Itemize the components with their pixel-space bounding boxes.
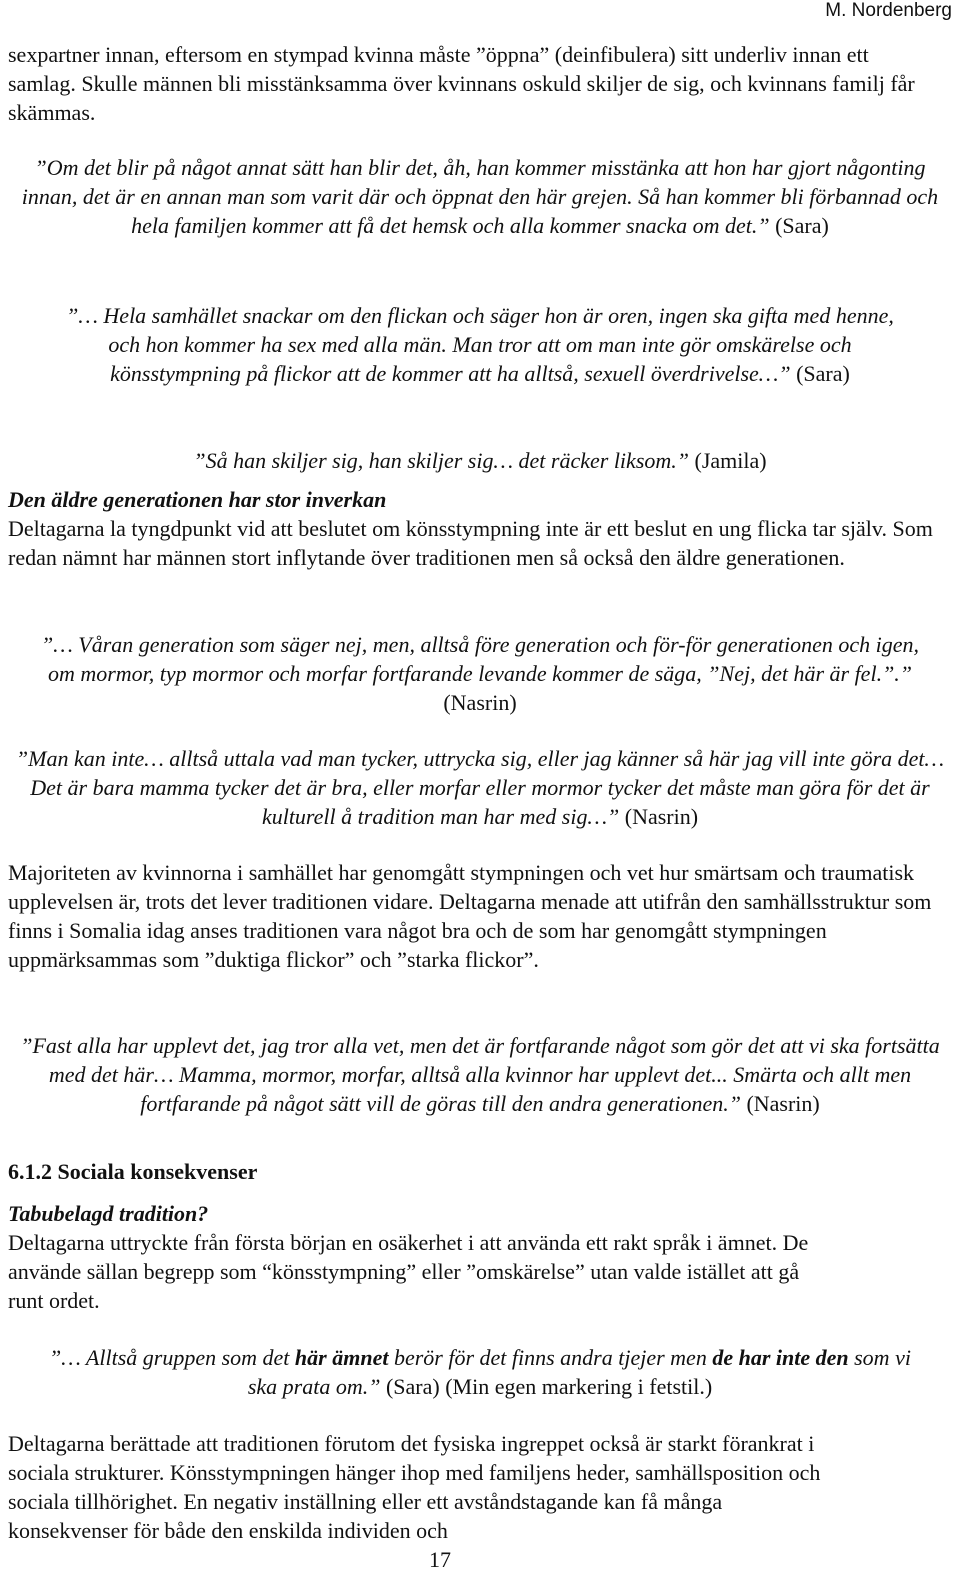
quote-attribution: (Nasrin) bbox=[443, 690, 517, 715]
quote-text: ”… Alltså gruppen som det bbox=[49, 1345, 295, 1370]
quote-block bbox=[0, 1031, 960, 1118]
quote-text: ”Så han skiljer sig, han skiljer sig… det räcker liksom.” bbox=[193, 448, 689, 473]
quote-attribution: (Nasrin) bbox=[619, 804, 699, 829]
quote-attribution: (Sara) bbox=[790, 361, 850, 386]
quote-text: ”… Våran generation som säger nej, men, alltså före generation och för-för generationen och igen, om mormor, typ mormor och morfar fortfarande levande kommer de säga, ”Nej, det här är fel.”.” bbox=[40, 632, 920, 686]
quote-block bbox=[0, 744, 960, 831]
quote-text: ”Man kan inte… alltså uttala vad man tycker, uttrycka sig, eller jag känner så här jag vill inte göra det… Det är bara mamma tycker det är bra, eller morfar eller mormor tycker det måste man göra för det är kulturell å tradition man har med sig…” bbox=[15, 746, 945, 829]
paragraph: Deltagarna la tyngdpunkt vid att beslutet om könsstympning inte är ett beslut en ung flicka tar själv. Som redan nämnt har männen stort inflytande över traditionen men så också den äldre generationen. bbox=[8, 516, 933, 570]
quote-text: ”Om det blir på något annat sätt han blir det, åh, han kommer misstänka att hon har gjort någonting innan, det är en annan man som varit där och öppnat den här grejen. Så han kommer bli förbannad och hela familjen kommer att få det hemsk och alla kommer snacka om det.” bbox=[21, 155, 939, 238]
quote-block bbox=[0, 1343, 960, 1401]
quote-bold-text: de har inte den bbox=[712, 1345, 849, 1370]
quote-text: berör för det finns andra tjejer men bbox=[388, 1345, 713, 1370]
paragraph: sexpartner innan, eftersom en stympad kvinna måste ”öppna” (deinfibulera) sitt underliv innan ett samlag. Skulle männen bli misstänksamma över kvinnans oskuld skiljer de sig, och kvinnans familj får skämmas. bbox=[8, 42, 915, 125]
section-heading: Tabubelagd tradition? bbox=[8, 1201, 209, 1226]
page-number: 17 bbox=[429, 1547, 451, 1572]
quote-attribution: (Sara) (Min egen markering i fetstil.) bbox=[380, 1374, 713, 1399]
quote-attribution: (Sara) bbox=[769, 213, 829, 238]
quote-attribution: (Jamila) bbox=[689, 448, 767, 473]
paragraph: Deltagarna uttryckte från första början en osäkerhet i att använda ett rakt språk i ämnet. De använde sällan begrepp som “könsstympning” eller ”omskärelse” utan valde istället att gå runt ordet. bbox=[8, 1230, 809, 1313]
quote-text: som vi ska prata om.” bbox=[247, 1345, 911, 1399]
quote-block bbox=[0, 153, 960, 240]
quote-text: ”Fast alla har upplevt det, jag tror alla vet, men det är fortfarande något som gör det att vi ska fortsätta med det här… Mamma, mormor, morfar, alltså alla kvinnor har upplevt det... Smärta och allt men fortfarande på något sätt vill de göras till den andra generationen.” bbox=[20, 1033, 940, 1116]
quote-text: ”… Hela samhället snackar om den flickan och säger hon är oren, ingen ska gifta med henne, och hon kommer ha sex med alla män. Man tror att om man inte gör omskärelse och könsstympning på flickor att de kommer att ha alltså, sexuell överdrivelse…” bbox=[66, 303, 894, 386]
quote-bold-text: här ämnet bbox=[294, 1345, 389, 1370]
quote-attribution: (Nasrin) bbox=[740, 1091, 820, 1116]
subsection-heading: 6.1.2 Sociala konsekvenser bbox=[8, 1159, 258, 1184]
section-heading: Den äldre generationen har stor inverkan bbox=[8, 487, 387, 512]
paragraph: Deltagarna berättade att traditionen förutom det fysiska ingreppet också är starkt förankrat i sociala strukturer. Könsstympningen hänger ihop med familjens heder, samhällsposition och sociala tillhörighet. En negativ inställning eller ett avståndstagande kan få många konsekvenser för både den enskilda individen och bbox=[8, 1431, 821, 1543]
paragraph: Majoriteten av kvinnorna i samhället har genomgått stympningen och vet hur smärtsam och traumatisk upplevelsen är, trots det lever traditionen vidare. Deltagarna menade att utifrån den samhällsstruktur som finns i Somalia idag anses traditionen vara något bra och de som har genomgått stympningen uppmärksammas som ”duktiga flickor” och ”starka flickor”. bbox=[8, 860, 932, 972]
quote-block bbox=[0, 301, 960, 388]
page-header-author: M. Nordenberg bbox=[825, 0, 952, 21]
quote-block bbox=[0, 630, 960, 717]
quote-block bbox=[0, 446, 960, 475]
